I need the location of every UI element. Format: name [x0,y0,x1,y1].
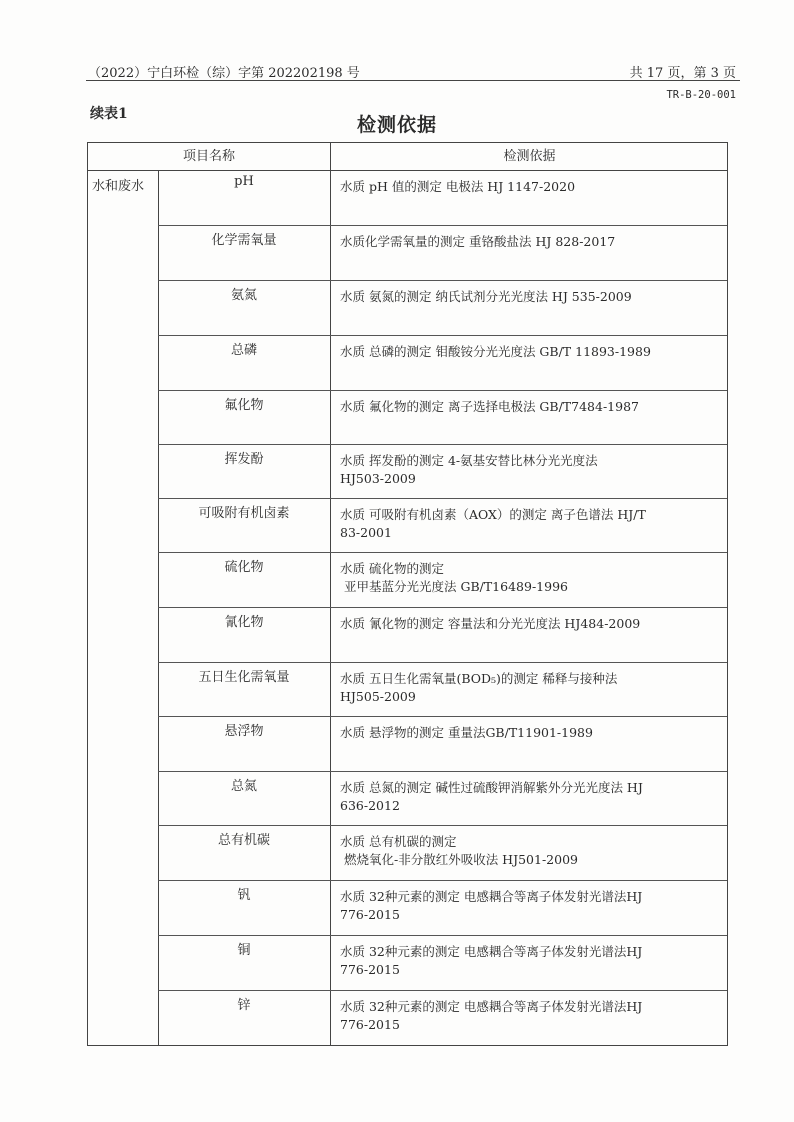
item-name-cell: 挥发酚 [224,452,264,467]
row-divider [158,335,727,336]
test-basis-table [87,142,728,1046]
item-name-cell: pH [234,174,254,189]
table-row [88,552,727,607]
table-row [88,990,727,1047]
page-indicator: 共 17 页，第 3 页 [629,66,736,81]
table-row [88,662,727,716]
table-row [88,444,727,498]
item-name-cell: 总氮 [230,779,257,794]
row-divider [158,935,727,936]
row-divider [158,990,727,991]
table-row [88,716,727,771]
basis-cell: 水质 氰化物的测定 容量法和分光光度法 HJ484-2009 [340,616,641,631]
item-name-cell: 锌 [237,998,251,1013]
item-name-cell: 氰化物 [224,615,264,630]
item-name-cell: 氨氮 [230,288,257,303]
basis-cell: 水质 氨氮的测定 纳氏试剂分光光度法 HJ 535-2009 [340,289,632,304]
category-cell: 水和废水 [92,179,145,194]
basis-cell: 水质 总氮的测定 碱性过硫酸钾消解紫外分光光度法 HJ 636-2012 [340,780,643,813]
item-name-cell: 铜 [237,943,251,958]
row-divider [158,444,727,445]
table-row [88,390,727,444]
table-row [88,498,727,552]
item-name-cell: 氟化物 [224,398,264,413]
row-divider [158,825,727,826]
header-divider [86,80,740,81]
continued-label: 续表1 [90,106,128,122]
table-row [88,607,727,662]
row-divider [158,498,727,499]
basis-cell: 水质 32种元素的测定 电感耦合等离子体发射光谱法HJ 776-2015 [340,944,643,977]
column-header-item: 项目名称 [88,143,330,171]
row-divider [158,662,727,663]
table-row [88,280,727,335]
row-divider [158,280,727,281]
table-row [88,170,727,225]
basis-cell: 水质化学需氧量的测定 重铬酸盐法 HJ 828-2017 [340,234,616,249]
row-divider [158,225,727,226]
row-divider [158,607,727,608]
form-code: TR-B-20-001 [666,89,736,101]
basis-cell: 水质 硫化物的测定 亚甲基蓝分光光度法 GB/T16489-1996 [340,561,568,594]
basis-cell: 水质 氟化物的测定 离子选择电极法 GB/T7484-1987 [340,399,639,414]
item-name-cell: 总磷 [230,343,257,358]
row-divider [158,771,727,772]
basis-cell: 水质 pH 值的测定 电极法 HJ 1147-2020 [340,179,576,194]
basis-cell: 水质 总有机碳的测定 燃烧氧化-非分散红外吸收法 HJ501-2009 [340,834,578,867]
item-name-cell: 化学需氧量 [211,233,277,248]
item-name-cell: 可吸附有机卤素 [198,506,290,521]
basis-cell: 水质 32种元素的测定 电感耦合等离子体发射光谱法HJ 776-2015 [340,999,643,1032]
item-name-cell: 硫化物 [224,560,264,575]
row-divider [158,390,727,391]
row-divider [158,716,727,717]
item-name-cell: 钒 [237,888,251,903]
table-row [88,825,727,880]
item-name-cell: 总有机碳 [217,833,270,848]
basis-cell: 水质 挥发酚的测定 4-氨基安替比林分光光度法 HJ503-2009 [340,453,598,486]
row-divider [158,552,727,553]
table-row [88,771,727,825]
row-divider [158,880,727,881]
report-number: （2022）宁白环检（综）字第 202202198 号 [88,66,360,81]
page-title: 检测依据 [356,114,437,136]
table-row [88,335,727,390]
basis-cell: 水质 五日生化需氧量(BOD₅)的测定 稀释与接种法 HJ505-2009 [340,671,618,704]
basis-cell: 水质 可吸附有机卤素（AOX）的测定 离子色谱法 HJ/T 83-2001 [340,507,646,540]
column-header-basis: 检测依据 [330,143,728,171]
item-name-cell: 悬浮物 [224,724,264,739]
item-name-cell: 五日生化需氧量 [198,670,290,685]
table-row [88,225,727,280]
basis-cell: 水质 32种元素的测定 电感耦合等离子体发射光谱法HJ 776-2015 [340,889,643,922]
basis-cell: 水质 总磷的测定 钼酸铵分光光度法 GB/T 11893-1989 [340,344,651,359]
basis-cell: 水质 悬浮物的测定 重量法GB/T11901-1989 [340,725,593,740]
table-row [88,935,727,990]
table-row [88,880,727,935]
